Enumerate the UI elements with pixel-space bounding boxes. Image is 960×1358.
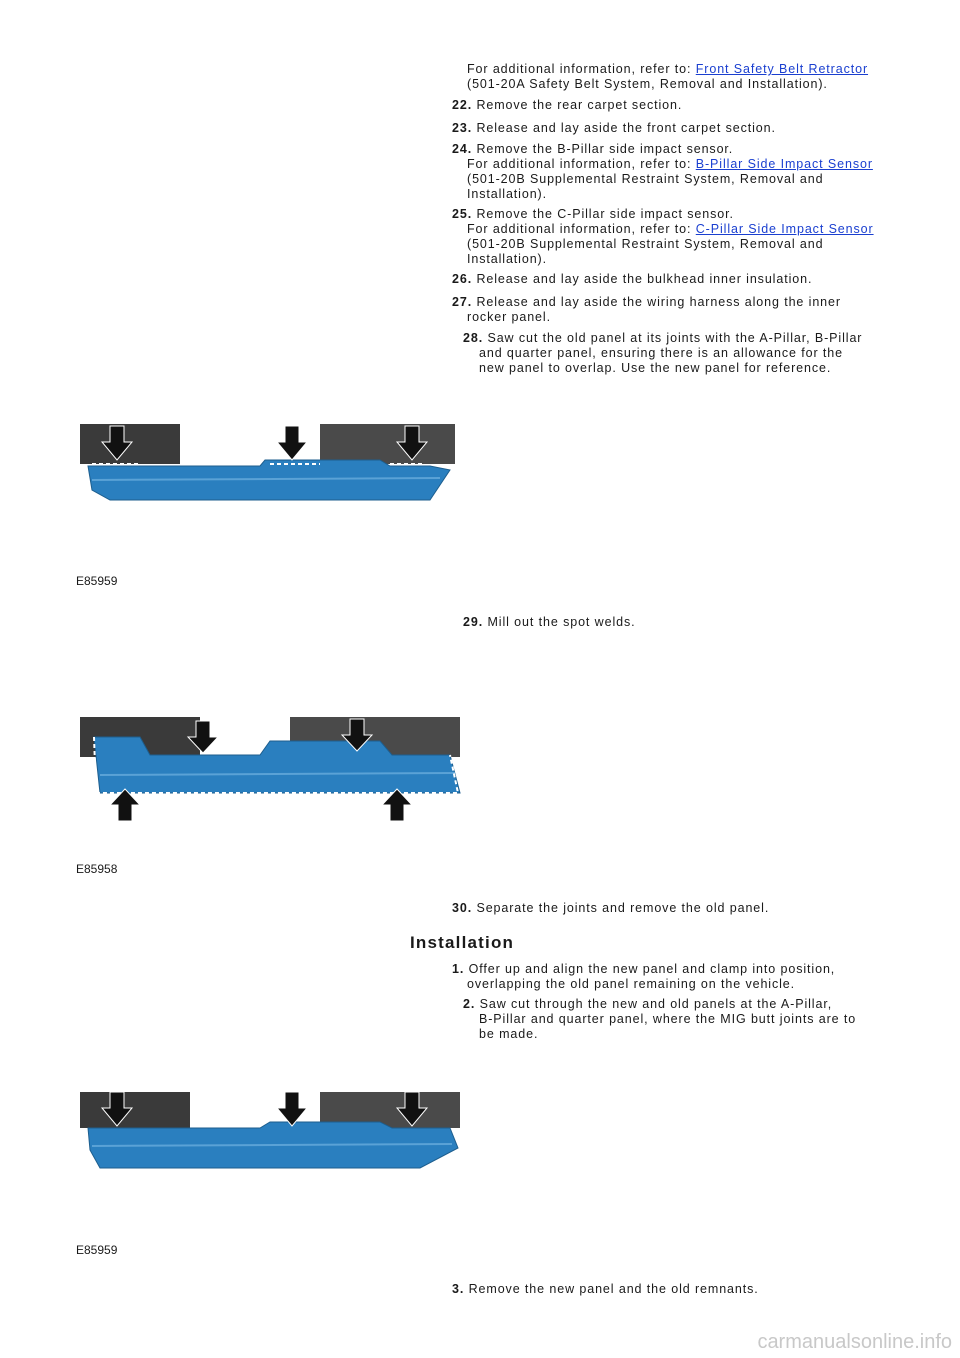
step-26: 26. Release and lay aside the bulkhead inner insulation.	[452, 272, 813, 286]
step-25: 25. Remove the C-Pillar side impact sensor. For additional information, refer to: C-Pillar Side Impact Sensor (501-20B Supplemental Restraint System, Removal and Installation).	[452, 207, 874, 266]
watermark: carmanualsonline.info	[757, 1331, 952, 1353]
figure-label: E85959	[76, 1243, 118, 1257]
step-28: 28. Saw cut the old panel at its joints with the A-Pillar, B-Pillar and quarter panel, ensuring there is an allowance for the new panel to overlap. Use the new panel for reference.	[463, 331, 863, 375]
step-22: 22. Remove the rear carpet section.	[452, 98, 683, 112]
step-27: 27. Release and lay aside the wiring harness along the inner rocker panel.	[452, 295, 841, 324]
c-pillar-sensor-link[interactable]: C-Pillar Side Impact Sensor	[695, 222, 874, 236]
figure-label: E85959	[76, 574, 118, 588]
step-24: 24. Remove the B-Pillar side impact sensor. For additional information, refer to: B-Pillar Side Impact Sensor (501-20B Supplemental Restraint System, Removal and Installation).	[452, 142, 873, 201]
figure-panel-saw-cut	[80, 420, 470, 516]
b-pillar-sensor-link[interactable]: B-Pillar Side Impact Sensor	[695, 157, 873, 171]
figure-label: E85958	[76, 862, 118, 876]
installation-step-3: 3. Remove the new panel and the old remnants.	[452, 1282, 759, 1296]
figure-new-panel-cut	[80, 1088, 470, 1176]
intro-reference: For additional information, refer to: Front Safety Belt Retractor (501-20A Safety Belt System, Removal and Installation).	[467, 62, 869, 91]
step-29: 29. Mill out the spot welds.	[463, 615, 636, 629]
step-23: 23. Release and lay aside the front carpet section.	[452, 121, 776, 135]
installation-step-2: 2. Saw cut through the new and old panels at the A-Pillar, B-Pillar and quarter panel, where the MIG butt joints are to be made.	[463, 997, 857, 1041]
step-30: 30. Separate the joints and remove the old panel.	[452, 901, 770, 915]
front-safety-belt-retractor-link[interactable]: Front Safety Belt Retractor	[695, 62, 869, 76]
installation-heading: Installation	[410, 933, 515, 952]
figure-spot-welds	[80, 717, 470, 825]
installation-step-1: 1. Offer up and align the new panel and clamp into position, overlapping the old panel remaining on the vehicle.	[452, 962, 836, 991]
